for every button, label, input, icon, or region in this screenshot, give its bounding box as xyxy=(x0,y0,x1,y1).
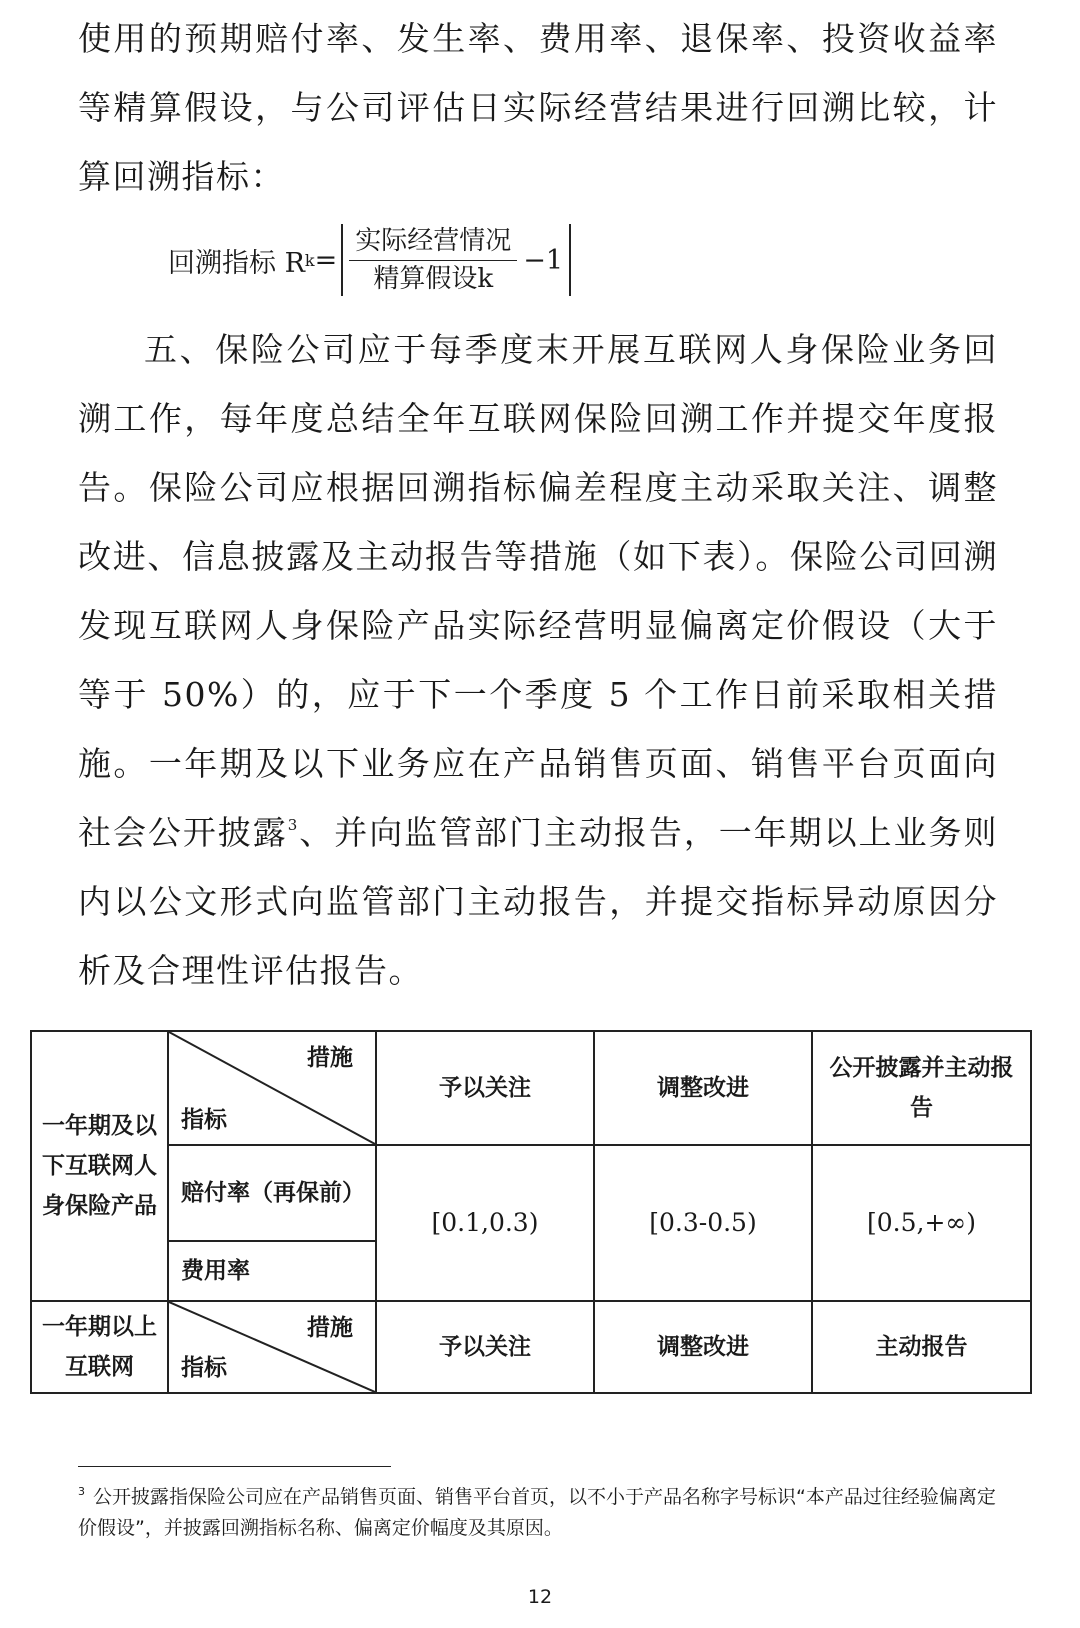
formula-label: 回溯指标 R xyxy=(168,247,305,279)
column-disclose-report: 公开披露并主动报告 xyxy=(812,1031,1031,1145)
indicator-loss-ratio: 赔付率（再保前） xyxy=(168,1145,376,1241)
formula-numerator: 实际经营情况 xyxy=(349,226,517,261)
range-disclose-report: [0.5,+∞) xyxy=(812,1145,1031,1301)
intro-paragraph: 使用的预期赔付率、发生率、费用率、退保率、投资收益率等精算假设，与公司评估日实际经营结果进行回溯比较，计算回溯指标： xyxy=(78,19,998,196)
header-measures-label: 措施 xyxy=(307,1315,353,1341)
footnote-reference: 3 xyxy=(287,816,299,834)
backtest-formula xyxy=(168,222,571,298)
section-five-paragraph xyxy=(78,315,998,1005)
column-adjust: 调整改进 xyxy=(594,1301,812,1393)
table-row xyxy=(31,1031,1031,1145)
range-attention: [0.1,0.3) xyxy=(376,1145,594,1301)
column-adjust: 调整改进 xyxy=(594,1031,812,1145)
footnote-divider xyxy=(78,1466,391,1467)
range-adjust: [0.3-0.5) xyxy=(594,1145,812,1301)
formula-denominator: 精算假设k xyxy=(373,264,494,294)
footnote-text: 公开披露指保险公司应在产品销售页面、销售平台首页，以不小于产品名称字号标识“本产品过往经验偏离定价假设”，并披露回溯指标名称、偏离定价幅度及其原因。 xyxy=(78,1486,996,1539)
formula-fraction xyxy=(349,226,517,294)
section-five-text-1: 五、保险公司应于每季度末开展互联网人身保险业务回溯工作，每年度总结全年互联网保险回溯工作并提交年度报告。保险公司应根据回溯指标偏差程度主动采取关注、调整改进、信息披露及主动报告等措施（如下表）。保险公司回溯发现互联网人身保险产品实际经营明显偏离定价假设（大于等于 50%）的，应于下一个季度 5 个工作日前采取相关措施。一年期及以下业务应在产品销售页面、销售平台页面向社会公开披露 xyxy=(78,330,998,852)
diagonal-header-cell xyxy=(168,1031,376,1145)
category-long-term: 一年期以上互联网 xyxy=(31,1301,168,1393)
section-five-text-2: 、并向监管部门主动报告，一年期以上业务则内以公文形式向监管部门主动报告，并提交指标异动原因分析及合理性评估报告。 xyxy=(78,813,999,990)
footnote-mark: 3 xyxy=(78,1485,85,1498)
formula-equals: = xyxy=(314,244,338,276)
table-row xyxy=(31,1145,1031,1241)
formula-subscript: k xyxy=(304,250,315,270)
category-short-term: 一年期及以下互联网人身保险产品 xyxy=(31,1031,168,1301)
header-indicator-label: 指标 xyxy=(181,1355,227,1381)
footnote xyxy=(78,1476,998,1544)
header-measures-label: 措施 xyxy=(307,1045,353,1071)
diagonal-header-cell xyxy=(168,1301,376,1393)
formula-minus-one: −1 xyxy=(523,244,564,276)
column-report: 主动报告 xyxy=(812,1301,1031,1393)
column-attention: 予以关注 xyxy=(376,1031,594,1145)
backtest-measures-table xyxy=(30,1030,1032,1394)
header-indicator-label: 指标 xyxy=(181,1107,227,1133)
absolute-value-bars xyxy=(341,224,571,296)
column-attention: 予以关注 xyxy=(376,1301,594,1393)
indicator-expense-ratio: 费用率 xyxy=(168,1241,376,1301)
table-row xyxy=(31,1301,1031,1393)
page-number: 12 xyxy=(527,1586,553,1608)
